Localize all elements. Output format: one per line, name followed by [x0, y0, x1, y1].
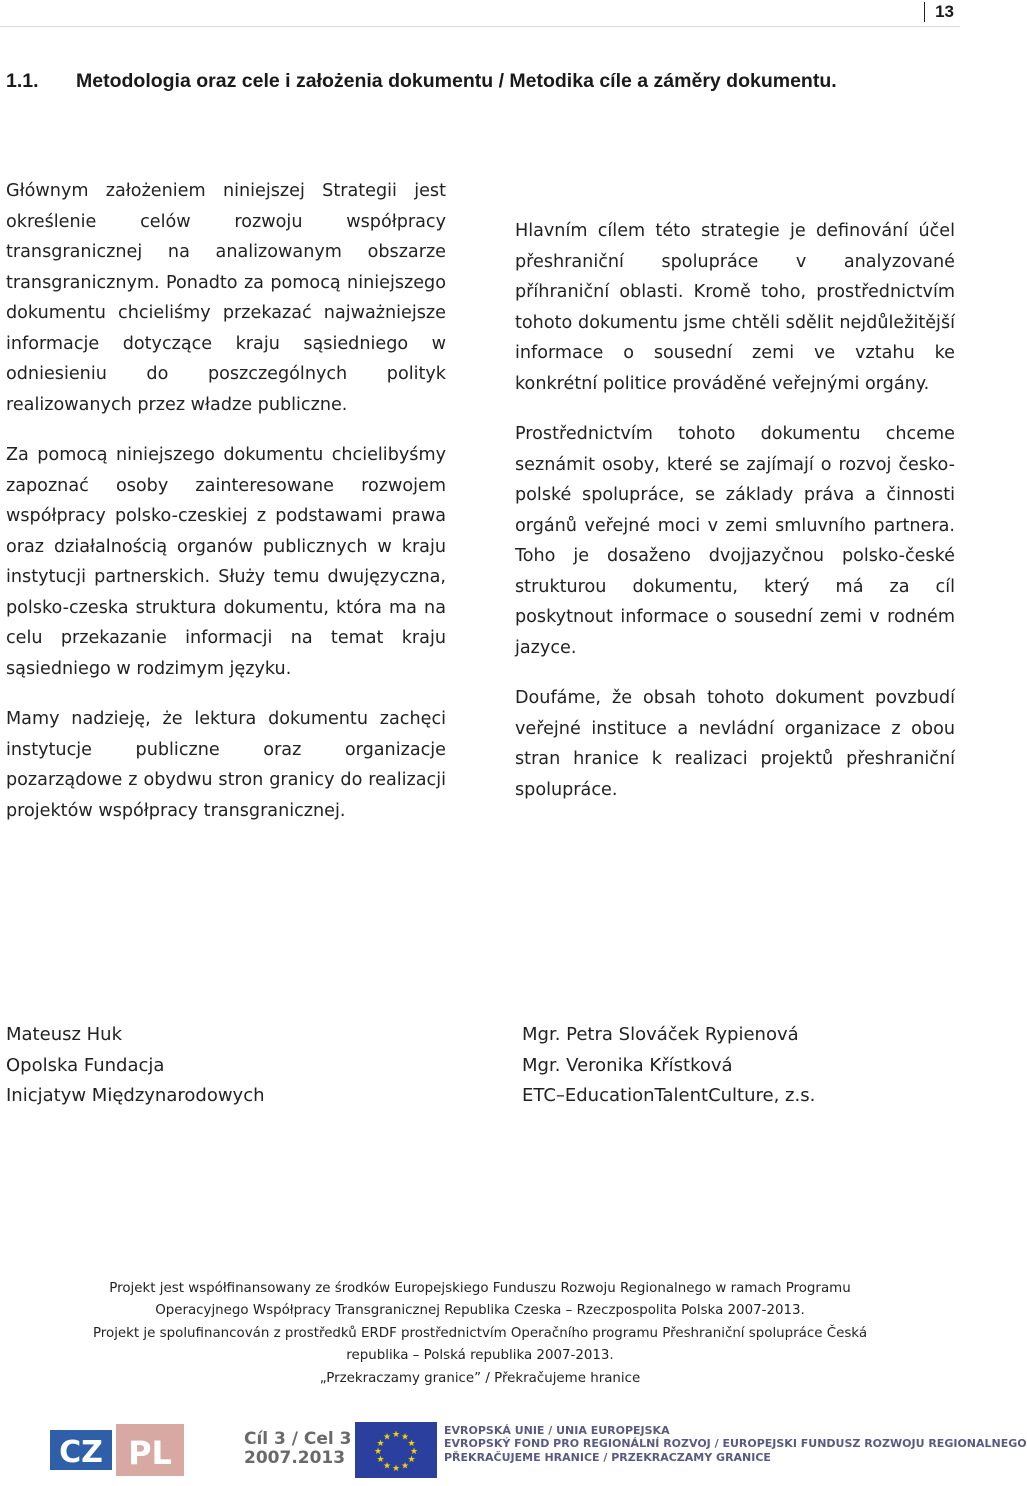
- signature-czech: [522, 1020, 815, 1112]
- svg-text:★: ★: [400, 1432, 410, 1443]
- signature-org: ETC–EducationTalentCulture, z.s.: [522, 1085, 816, 1106]
- svg-text:★: ★: [391, 1430, 401, 1440]
- funding-line-3: Projekt je spolufinancován z prostředků ERDF prostřednictvím Operačního programu Přeshraniční spolupráce Česká: [92, 1325, 868, 1341]
- section-title: Metodologia oraz cele i założenia dokumentu / Metodika cíle a záměry dokumentu.: [76, 70, 837, 92]
- signature-name: Mateusz Huk: [6, 1024, 123, 1045]
- eu-flag-icon: [355, 1422, 437, 1478]
- svg-text:★: ★: [376, 1439, 385, 1449]
- polish-paragraph-2: Za pomocą niniejszego dokumentu chcielibyśmy zapoznać osoby zainteresowane rozwojem współpracy polsko-czeskiej z podstawami prawa oraz działalnością organów publicznych w kraju instytucji partnerskich. Służy temu dwujęzyczna, polsko-czeska struktura dokumentu, która ma na celu przekazanie informacji na temat kraju sąsiedniego w rodzimym języku.: [6, 445, 446, 679]
- svg-text:★: ★: [373, 1447, 383, 1457]
- czpl-logo: [50, 1424, 184, 1476]
- czpl-logo-pl: PL: [128, 1434, 172, 1472]
- funding-line-5: „Przekraczamy granice” / Překračujeme hranice: [319, 1370, 641, 1386]
- polish-paragraph-3: Mamy nadzieję, że lektura dokumentu zachęci instytucje publiczne oraz organizacje pozarządowe z obydwu stron granicy do realizacji projektów współpracy transgranicznej.: [6, 709, 446, 821]
- svg-text:★: ★: [407, 1455, 416, 1465]
- svg-text:★: ★: [409, 1447, 419, 1457]
- eu-text-line-3: PŘEKRAČUJEME HRANICE / PRZEKRACZAMY GRANICE: [444, 1450, 771, 1464]
- logo-bar: [50, 1420, 1027, 1482]
- svg-text:★: ★: [382, 1461, 392, 1472]
- signature-org-line-1: Opolska Fundacja: [6, 1054, 165, 1076]
- funding-line-4: republika – Polská republika 2007-2013.: [346, 1348, 614, 1364]
- eu-fund-text: [444, 1424, 1027, 1464]
- page-header: [0, 0, 960, 27]
- cil-logo: [244, 1430, 352, 1468]
- signature-name-1: Mgr. Petra Slováček Rypienová: [522, 1024, 799, 1045]
- czech-paragraph-2: Prostřednictvím tohoto dokumentu chceme seznámit osoby, které se zajímají o rozvoj česko-polské spolupráce, se základy práva a činnosti orgánů veřejné moci v zemi smluvního partnera. Toho je dosaženo dvojjazyčnou polsko-české strukturou dokumentu, který má za cíl poskytnout informace o sousední zemi v rodném jazyce.: [515, 424, 955, 658]
- signature-polish: [6, 1020, 265, 1112]
- cil-logo-line-1: Cíl 3 / Cel 3: [244, 1429, 352, 1449]
- czech-column: [515, 216, 955, 825]
- svg-text:★: ★: [407, 1439, 416, 1449]
- eu-text-line-1: EVROPSKÁ UNIE / UNIA EUROPEJSKA: [444, 1424, 670, 1437]
- eu-text-line-2: EVROPSKÝ FOND PRO REGIONÁLNÍ ROZVOJ / EUROPEJSKI FUNDUSZ ROZWOJU REGIONALNEGO: [444, 1437, 1027, 1451]
- section-heading: [6, 66, 846, 97]
- signature-org-line-2: Inicjatyw Międzynarodowych: [6, 1085, 265, 1106]
- funding-line-1: Projekt jest współfinansowany ze środków Europejskiego Funduszu Rozwoju Regionalnego w ramach Programu: [109, 1281, 851, 1296]
- page-number: 13: [924, 2, 954, 22]
- cil-logo-line-2: 2007.2013: [244, 1448, 346, 1468]
- czech-paragraph-1: Hlavním cílem této strategie je definování účel přeshraniční spolupráce v analyzované příhraniční oblasti. Kromě toho, prostřednictvím tohoto dokumentu jsme chtěli sdělit nejdůležitější informace o sousední zemi ve vztahu ke konkrétní politice prováděné veřejnými orgány.: [515, 221, 955, 394]
- svg-text:★: ★: [382, 1432, 392, 1443]
- signature-name-2: Mgr. Veronika Křístková: [522, 1054, 733, 1076]
- czech-paragraph-3: Doufáme, že obsah tohoto dokument povzbudí veřejné instituce a nevládní organizace z obou stran hranice k realizaci projektů přeshraniční spolupráce.: [515, 688, 955, 800]
- svg-text:★: ★: [376, 1455, 385, 1465]
- svg-text:★: ★: [400, 1461, 410, 1472]
- polish-column: [6, 176, 446, 846]
- funding-note: [0, 1278, 960, 1390]
- svg-text:★: ★: [391, 1464, 401, 1474]
- funding-line-2: Operacyjnego Współpracy Transgranicznej Republika Czeska – Rzeczpospolita Polska 2007-2013.: [155, 1303, 805, 1319]
- czpl-logo-cz: CZ: [59, 1435, 103, 1470]
- section-number: 1.1.: [6, 70, 39, 92]
- polish-paragraph-1: Głównym założeniem niniejszej Strategii jest określenie celów rozwoju współpracy transgranicznej na analizowanym obszarze transgranicznym. Ponadto za pomocą niniejszego dokumentu chcieliśmy przekazać najważniejsze informacje dotyczące kraju sąsiedniego w odniesieniu do poszczególnych polityk realizowanych przez władze publiczne.: [6, 181, 446, 415]
